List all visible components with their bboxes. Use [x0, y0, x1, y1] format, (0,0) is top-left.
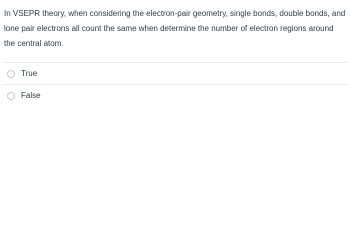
answer-label-true: True	[21, 69, 38, 78]
radio-button-true[interactable]	[7, 70, 15, 78]
answer-option-true[interactable]	[4, 62, 348, 84]
radio-button-false[interactable]	[7, 92, 15, 100]
question-text: In VSEPR theory, when considering the electron-pair geometry, single bonds, double bonds, and lone pair electrons all count the same when determine the number of electron regions around the central atom.	[4, 9, 346, 48]
answer-list	[4, 62, 348, 106]
answer-label-false: False	[21, 91, 41, 100]
answer-option-false[interactable]	[4, 84, 348, 106]
